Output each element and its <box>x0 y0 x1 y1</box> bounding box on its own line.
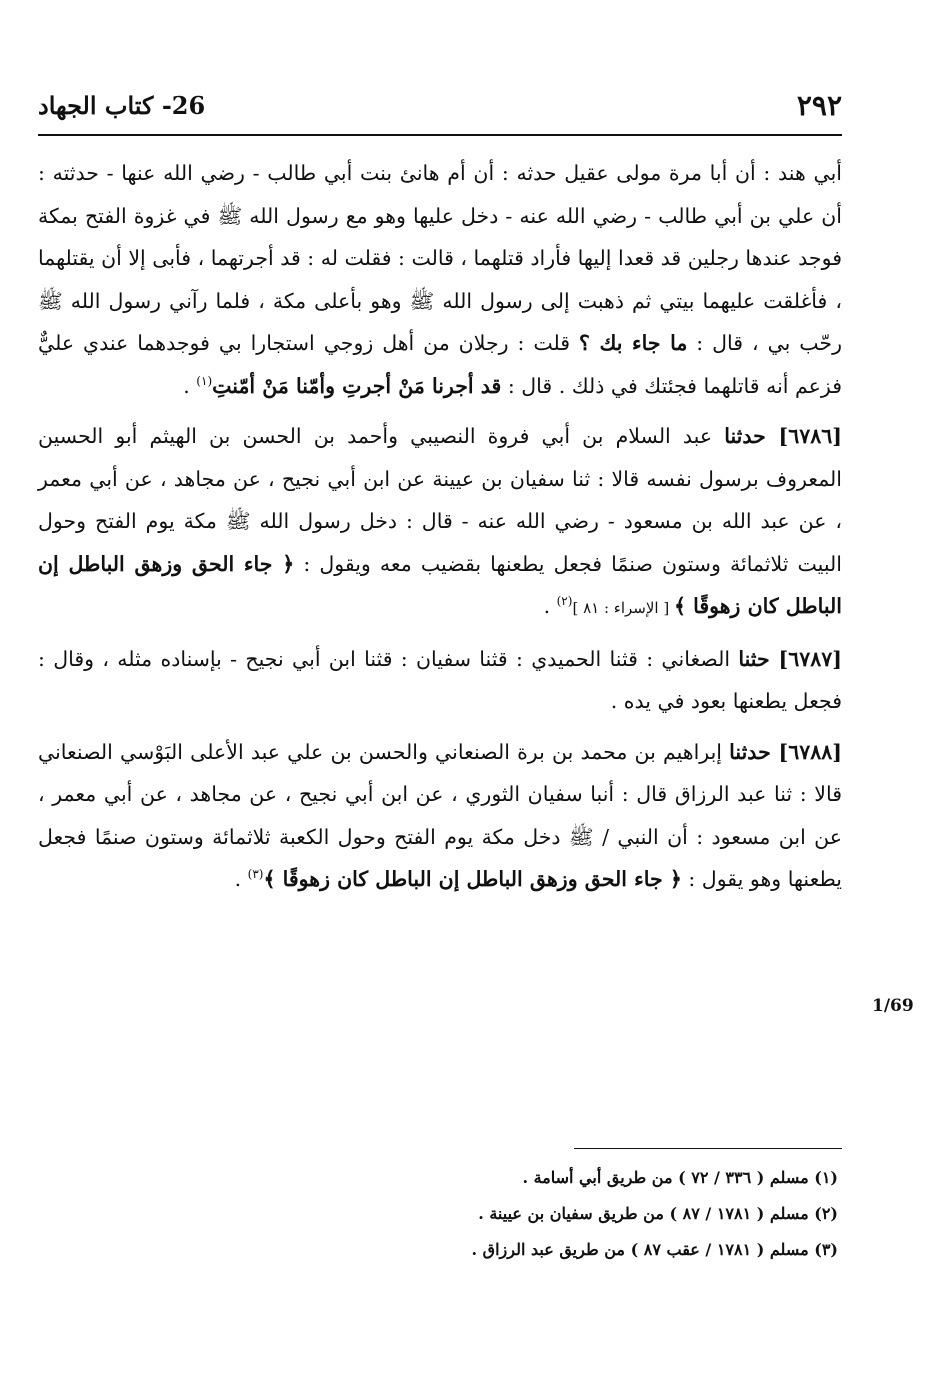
footnote-2: (٢) مسلم ( ١٧٨١ / ٨٧ ) من طريق سفيان بن عيينة . <box>478 1204 838 1223</box>
paragraph-hadith-6788 <box>38 731 842 901</box>
text-run: الصغاني : قثنا الحميدي : قثنا سفيان : قثنا ابن أبي نجيح - بإسناده مثله ، وقال : فجعل يطعنها بعود في يده . <box>38 646 842 713</box>
footnote-marker: (٢) <box>556 594 573 609</box>
footnotes <box>38 1160 838 1268</box>
footnote-1: (١) مسلم ( ٣٣٦ / ٧٢ ) من طريق أبي أسامة . <box>522 1168 838 1187</box>
page-number: ٢٩٢ <box>796 89 842 122</box>
paragraph-hadith-continuation <box>38 152 842 407</box>
bold-text-run: ما جاء بك ؟ <box>579 331 688 355</box>
footnote-divider <box>574 1148 842 1149</box>
bold-text-run: ﴿ جاء الحق وزهق الباطل إن الباطل كان زهوقًا ﴾ <box>38 551 842 618</box>
text-run: عبد السلام بن أبي فروة النصيبي وأحمد بن الحسن بن الهيثم أبو الحسين المعروف برسول نفسه قالا : ثنا سفيان بن عيينة عن ابن أبي نجيح ، عن مجاهد ، عن أبي معمر ، عن عبد الله بن مسعود - رضي الله عنه - قال : دخل رسول الله ﷺ مكة يوم الفتح وحول البيت ثلاثمائة وستون صنمًا فجعل يطعنها بقضيب معه ويقول : <box>38 424 842 576</box>
text-run: قلت : رجلان من أهل زوجي استجارا بي فوجدهما عندي عليٌّ فزعم أنه قاتلهما فجئتك في ذلك . قال : <box>38 331 842 398</box>
text-run: . <box>234 867 248 891</box>
chapter-title: 26- كتاب الجهاد <box>38 91 206 120</box>
footnote-3: (٣) مسلم ( ١٧٨١ / عقب ٨٧ ) من طريق عبد الرزاق . <box>471 1240 838 1259</box>
quran-reference: [ الإسراء : ٨١ ] <box>572 599 674 617</box>
bold-text-run: ﴿ جاء الحق وزهق الباطل إن الباطل كان زهوقًا ﴾ <box>263 867 682 891</box>
text-run: . <box>543 594 557 618</box>
bold-text-run: [٦٧٨٧] حثنا <box>738 646 842 671</box>
bold-text-run: قد أجرنا مَنْ أجرتِ وأمّنا مَنْ أمّنتِ <box>212 373 502 398</box>
header-divider <box>38 134 842 136</box>
footnote-marker: (٣) <box>247 867 264 882</box>
margin-manuscript-reference: 1/69 <box>872 996 914 1016</box>
footnote-marker: (١) <box>196 373 213 388</box>
text-run: إبراهيم بن محمد بن برة الصنعاني والحسن بن علي عبد الأعلى البَوْسي الصنعاني قالا : ثنا عبد الرزاق قال : أنبا سفيان الثوري ، عن ابن أبي نجيح ، عن مجاهد ، عن أبي معمر ، عن ابن مسعود : أن النبي / ﷺ دخل مكة يوم الفتح وحول الكعبة ثلاثمائة وستون صنمًا فجعل يطعنها وهو يقول : <box>38 739 842 891</box>
text-run: . <box>183 373 197 398</box>
paragraph-hadith-6786 <box>38 415 842 630</box>
bold-text-run: [٦٧٨٦] حدثنا <box>724 424 842 448</box>
page-header <box>38 86 842 126</box>
paragraph-hadith-6787 <box>38 638 842 723</box>
main-text <box>38 152 842 901</box>
text-run: أبي هند : أن أبا مرة مولى عقيل حدثه : أن أم هانئ بنت أبي طالب - رضي الله عنها - حدثته : أن علي بن أبي طالب - رضي الله عنه - دخل عليها وهو مع رسول الله ﷺ في غزوة الفتح بمكة فوجد عندها رجلين قد قعدا إليها فأراد قتلهما ، قالت : فقلت له : قد أجرتهما ، فأبى إلا أن يقتلهما ، فأغلقت عليهما بيتي ثم ذهبت إلى رسول الله ﷺ وهو بأعلى مكة ، فلما رآني رسول الله ﷺ رحّب بي ، قال : <box>37 161 843 355</box>
bold-text-run: [٦٧٨٨] حدثنا <box>729 739 842 764</box>
